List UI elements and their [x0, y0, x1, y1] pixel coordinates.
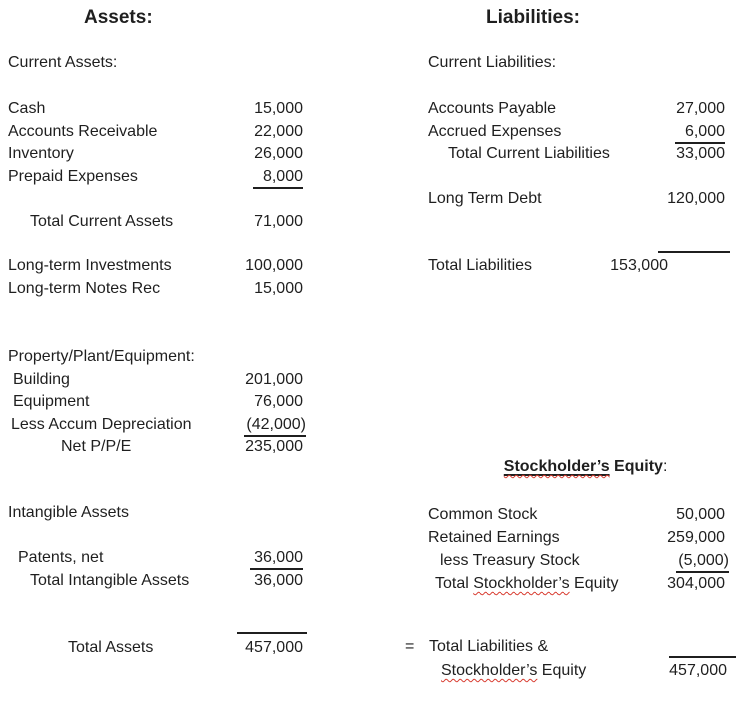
total-liabilities-label: Total Liabilities [428, 257, 533, 274]
total-se-suffix: Equity [569, 575, 619, 592]
row-current-liabilities-heading [0, 53, 747, 73]
stockholders-equity-heading [486, 434, 667, 500]
cash-label: Cash [8, 100, 46, 117]
total-liabilities-value: 153,000 [610, 257, 668, 274]
accounts-receivable-value: 22,000 [254, 123, 303, 140]
total-current-liabilities-label: Total Current Liabilities [448, 145, 610, 162]
current-assets-heading: Current Assets: [8, 54, 118, 71]
long-term-notes-rec-value: 15,000 [254, 280, 303, 297]
row-less-accum-depreciation [0, 415, 747, 435]
less-accum-depreciation-value: (42,000) [244, 415, 306, 437]
accounts-receivable-label: Accounts Receivable [8, 123, 158, 140]
building-value: 201,000 [245, 371, 303, 388]
grand-total-line2-label [441, 661, 586, 681]
retained-earnings-value: 259,000 [667, 529, 725, 546]
cash-value: 15,000 [254, 100, 303, 117]
row-grand-total-line1 [0, 637, 747, 657]
row-total-liabilities [0, 256, 747, 276]
net-ppe-value: 235,000 [245, 438, 303, 455]
total-current-assets-label: Total Current Assets [30, 213, 174, 230]
long-term-notes-rec-label: Long-term Notes Rec [8, 280, 161, 297]
patents-net-label: Patents, net [18, 549, 104, 566]
total-assets-value: 457,000 [245, 639, 303, 656]
row-accounts-payable [0, 99, 747, 119]
accrued-expenses-value: 6,000 [675, 122, 725, 144]
grand-total-value: 457,000 [669, 662, 727, 679]
stockholders-equity-heading-word: Stockholder’s [503, 458, 610, 475]
intangible-assets-heading: Intangible Assets [8, 504, 129, 521]
total-se-word: Stockholder’s [473, 575, 570, 592]
total-current-assets-value: 71,000 [254, 213, 303, 230]
row-less-treasury-stock [0, 551, 747, 571]
grand-total-word: Stockholder’s [441, 662, 538, 679]
row-common-stock [0, 505, 747, 525]
stockholders-equity-heading-rest: Equity [609, 458, 663, 475]
accounts-payable-value: 27,000 [676, 100, 725, 117]
patents-net-value: 36,000 [250, 548, 303, 570]
total-intangible-assets-value: 36,000 [254, 572, 303, 589]
grand-total-line1-label: Total Liabilities & [429, 638, 549, 655]
building-label: Building [13, 371, 70, 388]
row-retained-earnings [0, 528, 747, 548]
liabilities-heading: Liabilities: [486, 7, 580, 28]
row-equipment [0, 392, 747, 412]
ppe-heading: Property/Plant/Equipment: [8, 348, 195, 365]
row-ppe-heading [0, 347, 747, 367]
equipment-label: Equipment [13, 393, 90, 410]
long-term-debt-value: 120,000 [667, 190, 725, 207]
total-assets-rule [237, 632, 307, 634]
retained-earnings-label: Retained Earnings [428, 529, 560, 546]
row-total-current-liabilities [0, 144, 747, 164]
inventory-label: Inventory [8, 145, 74, 162]
total-current-liabilities-value: 33,000 [676, 145, 725, 162]
less-treasury-stock-label: less Treasury Stock [440, 552, 580, 569]
accrued-expenses-label: Accrued Expenses [428, 123, 562, 140]
inventory-value: 26,000 [254, 145, 303, 162]
total-se-prefix: Total [435, 575, 474, 592]
total-stockholders-equity-label [435, 574, 619, 594]
row-prepaid-expenses [0, 167, 747, 187]
current-liabilities-heading: Current Liabilities: [428, 54, 557, 71]
net-ppe-label: Net P/P/E [61, 438, 132, 455]
total-intangible-assets-label: Total Intangible Assets [30, 572, 190, 589]
prepaid-expenses-value: 8,000 [253, 167, 303, 189]
assets-heading: Assets: [84, 7, 153, 28]
row-long-term-debt [0, 189, 747, 209]
row-total-current-assets [0, 212, 747, 232]
row-building [0, 370, 747, 390]
prepaid-expenses-label: Prepaid Expenses [8, 168, 138, 185]
total-stockholders-equity-value: 304,000 [667, 575, 725, 592]
equals-sign: = [405, 638, 415, 655]
less-treasury-stock-value: (5,000) [676, 551, 729, 573]
grand-total-suffix: Equity [537, 662, 587, 679]
accounts-payable-label: Accounts Payable [428, 100, 557, 117]
row-grand-total-line2 [0, 661, 747, 681]
long-term-investments-label: Long-term Investments [8, 257, 172, 274]
row-accrued-expenses [0, 122, 747, 142]
stockholders-equity-heading-colon: : [662, 458, 668, 475]
row-total-stockholders-equity [0, 574, 747, 594]
less-accum-depreciation-label: Less Accum Depreciation [11, 416, 192, 433]
common-stock-value: 50,000 [676, 506, 725, 523]
grand-total-rule [669, 656, 736, 658]
long-term-debt-label: Long Term Debt [428, 190, 542, 207]
total-liabilities-rule [658, 251, 730, 253]
common-stock-label: Common Stock [428, 506, 538, 523]
total-assets-label: Total Assets [68, 639, 154, 656]
equipment-value: 76,000 [254, 393, 303, 410]
row-long-term-notes-rec [0, 279, 747, 299]
long-term-investments-value: 100,000 [245, 257, 303, 274]
